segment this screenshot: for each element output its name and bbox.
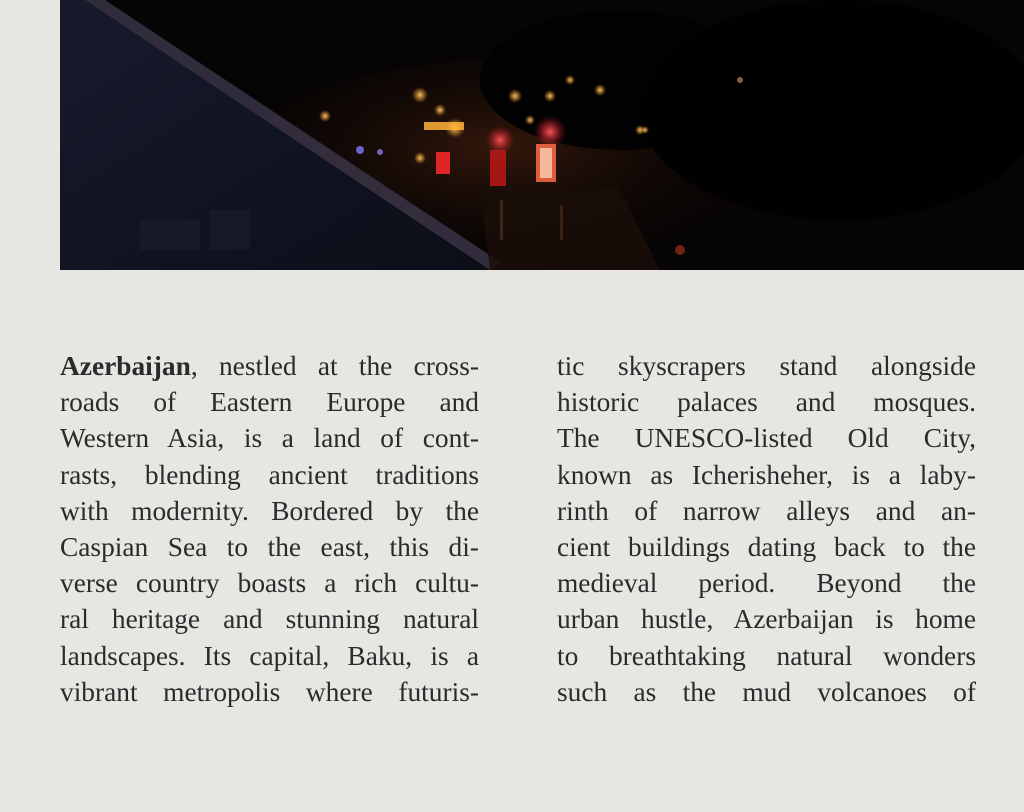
text-line: roads of Eastern Europe and — [60, 387, 479, 418]
text-line: Western Asia, is a land of cont- — [60, 423, 479, 454]
text-line: cient buildings dating back to the — [557, 531, 976, 562]
left-text-column — [60, 348, 479, 710]
text-line: rinth of narrow alleys and an- — [557, 495, 976, 526]
text-line — [60, 348, 479, 384]
text-line: such as the mud volcanoes of — [557, 676, 976, 707]
text-line: The UNESCO-listed Old City, — [557, 423, 976, 454]
text-line: landscapes. Its capital, Baku, is a — [60, 640, 479, 671]
text-line: verse country boasts a rich cultu- — [60, 568, 479, 599]
text-line: medieval period. Beyond the — [557, 568, 976, 599]
text-line: ral heritage and stunning natural — [60, 604, 479, 635]
text-line: Caspian Sea to the east, this di- — [60, 531, 479, 562]
text-line: to breathtaking natural wonders — [557, 640, 976, 671]
right-text-column — [557, 348, 976, 710]
text-line: with modernity. Bordered by the — [60, 495, 479, 526]
text-line: historic palaces and mosques. — [557, 387, 976, 418]
text-line: known as Icherisheher, is a laby- — [557, 459, 976, 490]
lead-word: Azerbaijan — [60, 351, 191, 381]
night-street-illustration — [60, 0, 1024, 270]
text-line: rasts, blending ancient traditions — [60, 459, 479, 490]
text-line: tic skyscrapers stand alongside — [557, 351, 976, 381]
night-street-photo — [60, 0, 1024, 270]
text-line: vibrant metropolis where futuris- — [60, 676, 479, 707]
text-line: urban hustle, Azerbaijan is home — [557, 604, 976, 635]
first-line-text: , nestled at the cross- — [190, 351, 479, 381]
